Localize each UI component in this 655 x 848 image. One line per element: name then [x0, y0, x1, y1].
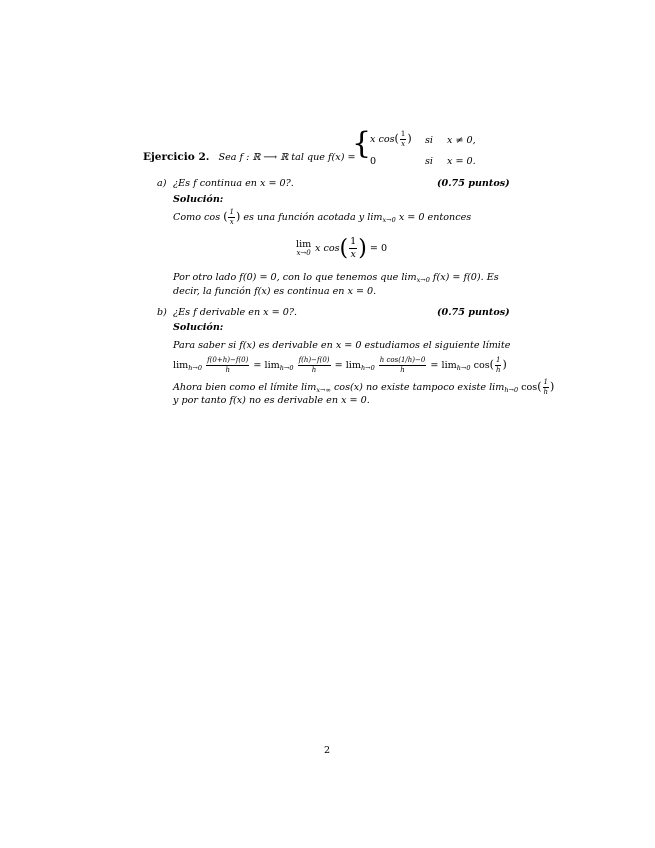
part-b-solution-heading: Solución: — [173, 322, 224, 333]
exercise-intro: Sea f : ℝ ⟶ ℝ tal que f(x) = — [218, 152, 356, 163]
part-a-question: ¿Es f continua en x = 0?. — [173, 178, 294, 189]
part-b-line1: Para saber si f(x) es derivable en x = 0 estudiamos el siguiente límite — [173, 340, 511, 351]
case1-den: x — [401, 140, 406, 148]
case1-expr: x cos — [370, 134, 395, 145]
part-b-question: ¿Es f derivable en x = 0?. — [173, 307, 298, 318]
part-a-line3: decir, la función f(x) es continua en x = 0. — [173, 286, 377, 297]
exercise-heading: Ejercicio 2. — [143, 151, 210, 163]
case1-num: 1 — [400, 130, 406, 138]
case1-cond-word: si — [425, 135, 433, 146]
part-a-points: (0.75 puntos) — [437, 178, 510, 189]
display-limit: lim x→0 — [296, 239, 312, 257]
derivative-chain: $\lim_{h\to 0}$ $\frac{f(0+h)-f(0)}{h}$ = $\lim_{h\to 0}$ $\frac{f(h)-f(0)}{h}$ = $\lim_{h\to 0}$ $\frac{\text{h cos(1/h)−0}}{h}$ = $\lim_{h\to 0} \cos$( $\frac{1}{h}$ ) — [173, 356, 507, 374]
part-a-line1: Como cos ( $\frac{1}{x}$ ) es una función acotada y $\lim_{x\to 0} x = 0$ entonces — [173, 208, 472, 226]
case-row-1: x cos( $\frac{1}{x}$ ) — [370, 130, 412, 148]
case2-cond: x = 0. — [447, 156, 476, 167]
part-b-line3: Ahora bien como el límite $\lim_{x\to\infty} \cos(x)$ no existe tampoco existe $\lim_{h\to 0} \cos$( $\frac{1}{h}$ ) — [173, 378, 555, 396]
part-b-line4: y por tanto f(x) no es derivable en x = 0. — [173, 395, 370, 406]
case2-expr: 0 — [370, 156, 377, 167]
part-a-label: a) — [157, 178, 167, 189]
part-a-line2: Por otro lado f(0) = 0, con lo que tenemos que $\lim_{x\to 0} f(x) = f(0)$. Es — [173, 272, 499, 284]
exercise-statement — [143, 145, 356, 164]
part-b-label: b) — [157, 307, 167, 318]
cases-brace: { — [352, 126, 372, 161]
part-b-points: (0.75 puntos) — [437, 307, 510, 318]
case2-cond-word: si — [425, 156, 433, 167]
part-a-solution-heading: Solución: — [173, 194, 224, 205]
display-expr: x cos( $\frac{1}{x}$ ) = 0 — [315, 236, 388, 261]
case1-cond: x ≠ 0, — [447, 135, 476, 146]
page-number: 2 — [324, 745, 331, 756]
